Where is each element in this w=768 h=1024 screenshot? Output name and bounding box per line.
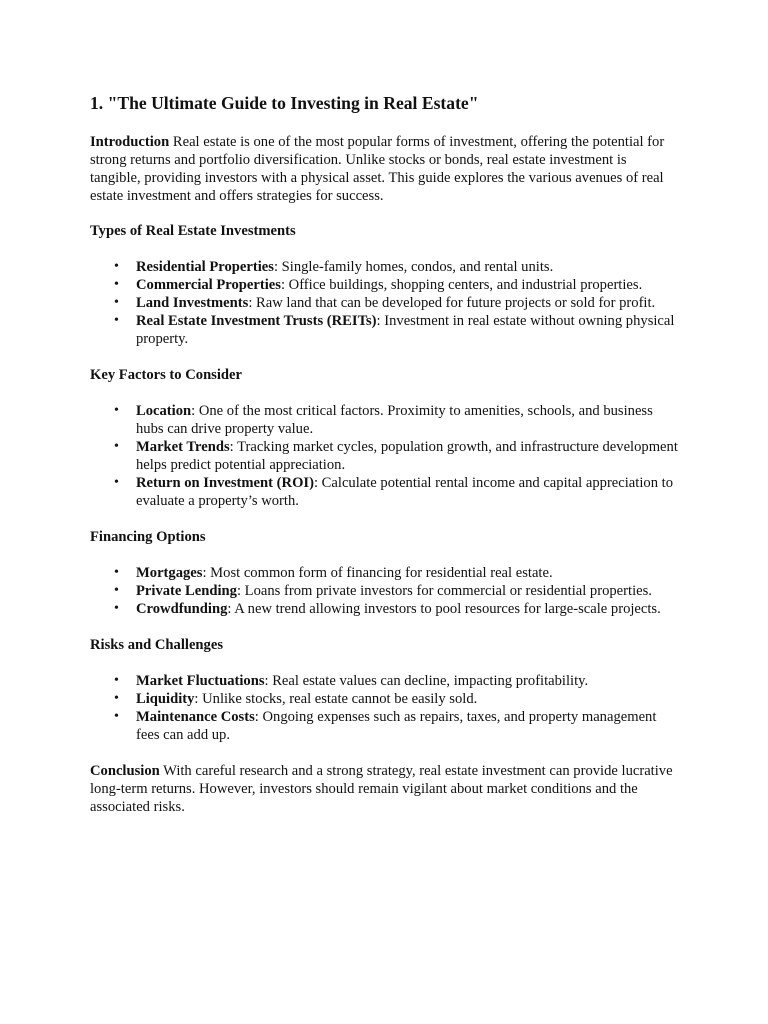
bullet-icon: • [114, 691, 119, 706]
section-heading-financing: Financing Options [90, 529, 206, 545]
list-item-desc: : Unlike stocks, real estate cannot be easily sold. [194, 691, 478, 707]
introduction-text: Real estate is one of the most popular forms of investment, offering the potential for strong returns and portfolio diversification. Unlike stocks or bonds, real estate investment is tangible, providing investors with a physical asset. This guide explores the various avenues of real estate investment and offers strategies for success. [90, 134, 665, 204]
list-item-term: Commercial Properties [136, 277, 281, 293]
bullet-icon: • [114, 295, 119, 310]
list-item [114, 582, 678, 600]
list-item-term: Return on Investment (ROI) [136, 475, 314, 491]
list-item-desc: : Real estate values can decline, impacting profitability. [264, 673, 589, 689]
list-risks [90, 672, 678, 744]
list-item-term: Real Estate Investment Trusts (REITs) [136, 313, 377, 329]
list-item-desc: : A new trend allowing investors to pool resources for large-scale projects. [227, 601, 661, 617]
bullet-icon: • [114, 583, 119, 598]
conclusion-text: With careful research and a strong strategy, real estate investment can provide lucrative long-term returns. However, investors should remain vigilant about market conditions and the associated risks. [90, 763, 673, 815]
list-item [114, 276, 678, 294]
list-item-desc: : Most common form of financing for residential real estate. [202, 565, 553, 581]
list-item-term: Land Investments [136, 295, 249, 311]
list-types [90, 258, 678, 348]
list-item-term: Market Trends [136, 439, 230, 455]
list-item [114, 312, 678, 348]
list-item-term: Residential Properties [136, 259, 274, 275]
list-item-desc: : Ongoing expenses such as repairs, taxes, and property management fees can add up. [136, 709, 657, 743]
bullet-icon: • [114, 601, 119, 616]
list-item [114, 708, 678, 744]
list-item-desc: : Single-family homes, condos, and rental units. [273, 259, 554, 275]
list-item-term: Private Lending [136, 583, 237, 599]
list-item-desc: : Office buildings, shopping centers, and industrial properties. [280, 277, 643, 293]
list-item-term: Maintenance Costs [136, 709, 255, 725]
list-item-desc: : Investment in real estate without owning physical property. [136, 313, 675, 347]
conclusion-label: Conclusion [90, 763, 160, 779]
list-item [114, 600, 678, 618]
bullet-icon: • [114, 475, 119, 490]
list-item-desc: : Raw land that can be developed for future projects or sold for profit. [248, 295, 656, 311]
document-title: 1. "The Ultimate Guide to Investing in Real Estate" [90, 93, 479, 113]
list-item [114, 438, 678, 474]
document-page [90, 92, 678, 833]
bullet-icon: • [114, 403, 119, 418]
bullet-icon: • [114, 259, 119, 274]
list-item-desc: : One of the most critical factors. Proximity to amenities, schools, and business hubs can drive property value. [136, 403, 653, 437]
list-item-term: Liquidity [136, 691, 195, 707]
list-item-desc: : Calculate potential rental income and capital appreciation to evaluate a property’s worth. [136, 475, 673, 509]
section-heading-risks: Risks and Challenges [90, 637, 224, 653]
list-item [114, 402, 678, 438]
list-item [114, 690, 678, 708]
bullet-icon: • [114, 313, 119, 328]
list-financing [90, 564, 678, 618]
bullet-icon: • [114, 565, 119, 580]
list-item-desc: : Tracking market cycles, population growth, and infrastructure development helps predict potential appreciation. [136, 439, 678, 473]
list-key-factors [90, 402, 678, 510]
conclusion-paragraph [90, 762, 678, 816]
list-item [114, 672, 678, 690]
introduction-paragraph [90, 133, 678, 205]
list-item-term: Crowdfunding [136, 601, 228, 617]
list-item-term: Location [136, 403, 192, 419]
list-item-desc: : Loans from private investors for commercial or residential properties. [236, 583, 652, 599]
introduction-label: Introduction [90, 134, 170, 150]
bullet-icon: • [114, 277, 119, 292]
bullet-icon: • [114, 709, 119, 724]
list-item-term: Mortgages [136, 565, 203, 581]
section-heading-types: Types of Real Estate Investments [90, 223, 296, 239]
list-item-term: Market Fluctuations [136, 673, 265, 689]
list-item [114, 294, 678, 312]
section-heading-key-factors: Key Factors to Consider [90, 367, 242, 383]
list-item [114, 474, 678, 510]
list-item [114, 258, 678, 276]
list-item [114, 564, 678, 582]
bullet-icon: • [114, 439, 119, 454]
bullet-icon: • [114, 673, 119, 688]
